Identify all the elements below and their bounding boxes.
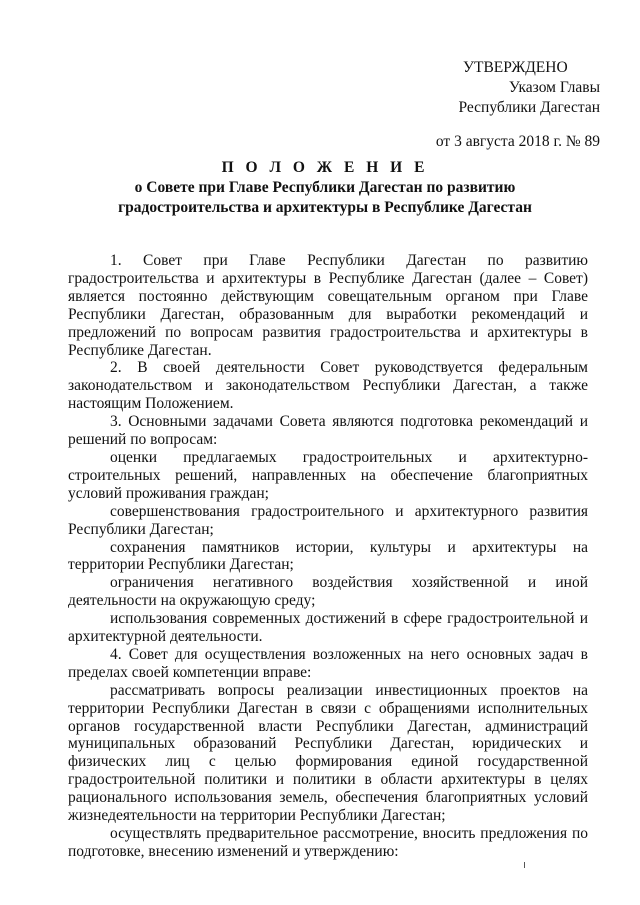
approval-republic-label: Республики Дагестан <box>458 99 600 116</box>
approval-date: от 3 августа 2018 г. № 89 <box>435 133 600 150</box>
title-subtitle-line-2: градостроительства и архитектуры в Республике Дагестан <box>118 199 532 216</box>
paragraph-4: оценки предлагаемых градостроительных и архитектурно-строительных решений, направленных на обеспечение благоприятных условий проживания граждан; <box>68 448 588 502</box>
paragraph-2: 2. В своей деятельности Совет руководствуется федеральным законодательством и законодательством Республики Дагестан, а также настоящим Положением. <box>68 359 588 413</box>
paragraph-6: сохранения памятников истории, культуры и архитектуры на территории Республики Дагестан; <box>68 538 588 574</box>
title-subtitle-line-1: о Совете при Главе Республики Дагестан по развитию <box>134 179 516 196</box>
paragraph-11: осуществлять предварительное рассмотрение, вносить предложения по подготовке, внесению изменений и утверждению: <box>68 825 588 860</box>
paragraph-1: 1. Совет при Главе Республики Дагестан по развитию градостроительства и архитектуры в Республике Дагестан (далее – Совет) является постоянно действующим совещательным органом при Главе Республики Дагестан, образованным для выработки рекомендаций и предложений по вопросам развития градостроительства и архитектуры в Республике Дагестан. <box>68 252 588 359</box>
approval-decree-label: Указом Главы <box>508 79 600 96</box>
document-title <box>60 158 590 218</box>
paragraph-10: рассматривать вопросы реализации инвестиционных проектов на территории Республики Дагестан в связи с обращениями исполнительных органов государственной власти Республики Дагестан, администраций муниципальных образований Республики Дагестан, юридических и физических лиц с целью формирования единой государственной градостроительной политики и политики в области архитектуры в целях рационального использования земель, обеспечения благоприятных условий жизнедеятельности на территории Республики Дагестан; <box>68 681 588 825</box>
paragraph-8: использования современных достижений в сфере градостроительной и архитектурной деятельности. <box>68 610 588 646</box>
paragraph-9: 4. Совет для осуществления возложенных на него основных задач в пределах своей компетенции вправе: <box>68 645 588 681</box>
document-body <box>68 252 588 861</box>
paragraph-3: 3. Основными задачами Совета являются подготовка рекомендаций и решений по вопросам: <box>68 413 588 449</box>
paragraph-7: ограничения негативного воздействия хозяйственной и иной деятельности на окружающую среду; <box>68 574 588 610</box>
approval-stamp-block <box>430 58 600 152</box>
title-heading: П О Л О Ж Е Н И Е <box>221 159 429 176</box>
scan-mark <box>524 862 525 868</box>
paragraph-5: совершенствования градостроительного и архитектурного развития Республики Дагестан; <box>68 502 588 538</box>
approval-approved-label: УТВЕРЖДЕНО <box>463 59 568 76</box>
